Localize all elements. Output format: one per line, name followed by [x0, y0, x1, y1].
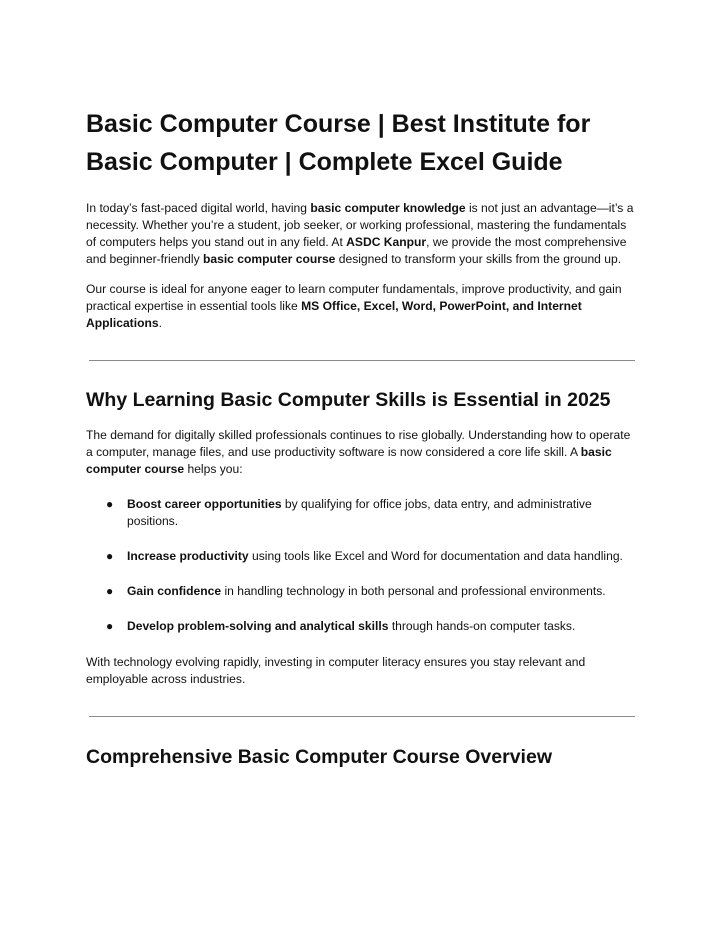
intro-bold-basic-computer-knowledge: basic computer knowledge: [310, 201, 466, 215]
intro-text-2: is not just an advantage—it’s a necessity. Whether you’re a student, job seeker, or working professional, mastering the fundamentals of computers helps you stand out in any field. At: [86, 201, 634, 249]
demand-text-1: The demand for digitally skilled professionals continues to rise globally. Understanding how to operate a computer, manage files, and use productivity software is now considered a core life skill. A: [86, 428, 631, 459]
section-heading-why-learning: Why Learning Basic Computer Skills is Essential in 2025: [86, 389, 611, 411]
intro-bold-basic-computer-course: basic computer course: [202, 252, 336, 266]
demand-text-2: helps you:: [184, 462, 243, 476]
section-divider: [89, 360, 635, 361]
benefits-list: [86, 496, 634, 635]
intro-text-4: designed to transform your skills from the ground up.: [335, 252, 622, 266]
page-title-line-1: Basic Computer Course | Best Institute for: [86, 110, 591, 138]
list-item-text: by qualifying for office jobs, data entry, and administrative positions.: [127, 497, 592, 528]
list-item-text: using tools like Excel and Word for documentation and data handling.: [248, 549, 623, 563]
intro-paragraph: [86, 200, 634, 268]
list-item: [86, 496, 634, 530]
list-item-bold: Gain confidence: [127, 584, 222, 598]
bullet-icon: ●: [106, 497, 114, 511]
closing-paragraph: With technology evolving rapidly, investing in computer literacy ensures you stay relevant and employable across industries.: [86, 655, 586, 686]
course-bold-tools: MS Office, Excel, Word, PowerPoint, and Internet Applications: [86, 299, 582, 330]
intro-bold-asdc-kanpur: ASDC Kanpur: [346, 235, 427, 249]
intro-text-1: In today’s fast-paced digital world, having: [86, 201, 311, 215]
bullet-icon: ●: [106, 619, 114, 633]
course-paragraph: [86, 281, 634, 332]
list-item-bold: Develop problem-solving and analytical skills: [127, 619, 389, 633]
page-title: [86, 105, 634, 181]
bullet-icon: ●: [106, 549, 114, 563]
course-text-2: .: [158, 316, 162, 330]
list-item-text: through hands-on computer tasks.: [388, 619, 576, 633]
list-item: [86, 548, 634, 565]
intro-text-3: , we provide the most comprehensive and beginner-friendly: [86, 235, 627, 266]
demand-bold-basic-computer-course: basic computer course: [86, 445, 612, 476]
bullet-icon: ●: [106, 584, 114, 598]
list-item-text: in handling technology in both personal and professional environments.: [221, 584, 606, 598]
list-item-bold: Increase productivity: [127, 549, 249, 563]
section-heading-course-overview: Comprehensive Basic Computer Course Overview: [86, 746, 552, 768]
section-divider: [89, 716, 635, 717]
page-title-line-2: Basic Computer | Complete Excel Guide: [86, 148, 563, 176]
list-item: [86, 618, 634, 635]
demand-paragraph: [86, 427, 634, 478]
list-item: [86, 583, 634, 600]
list-item-bold: Boost career opportunities: [127, 497, 282, 511]
course-text-1: Our course is ideal for anyone eager to learn computer fundamentals, improve productivity, and gain practical expertise in essential tools like: [86, 282, 622, 313]
